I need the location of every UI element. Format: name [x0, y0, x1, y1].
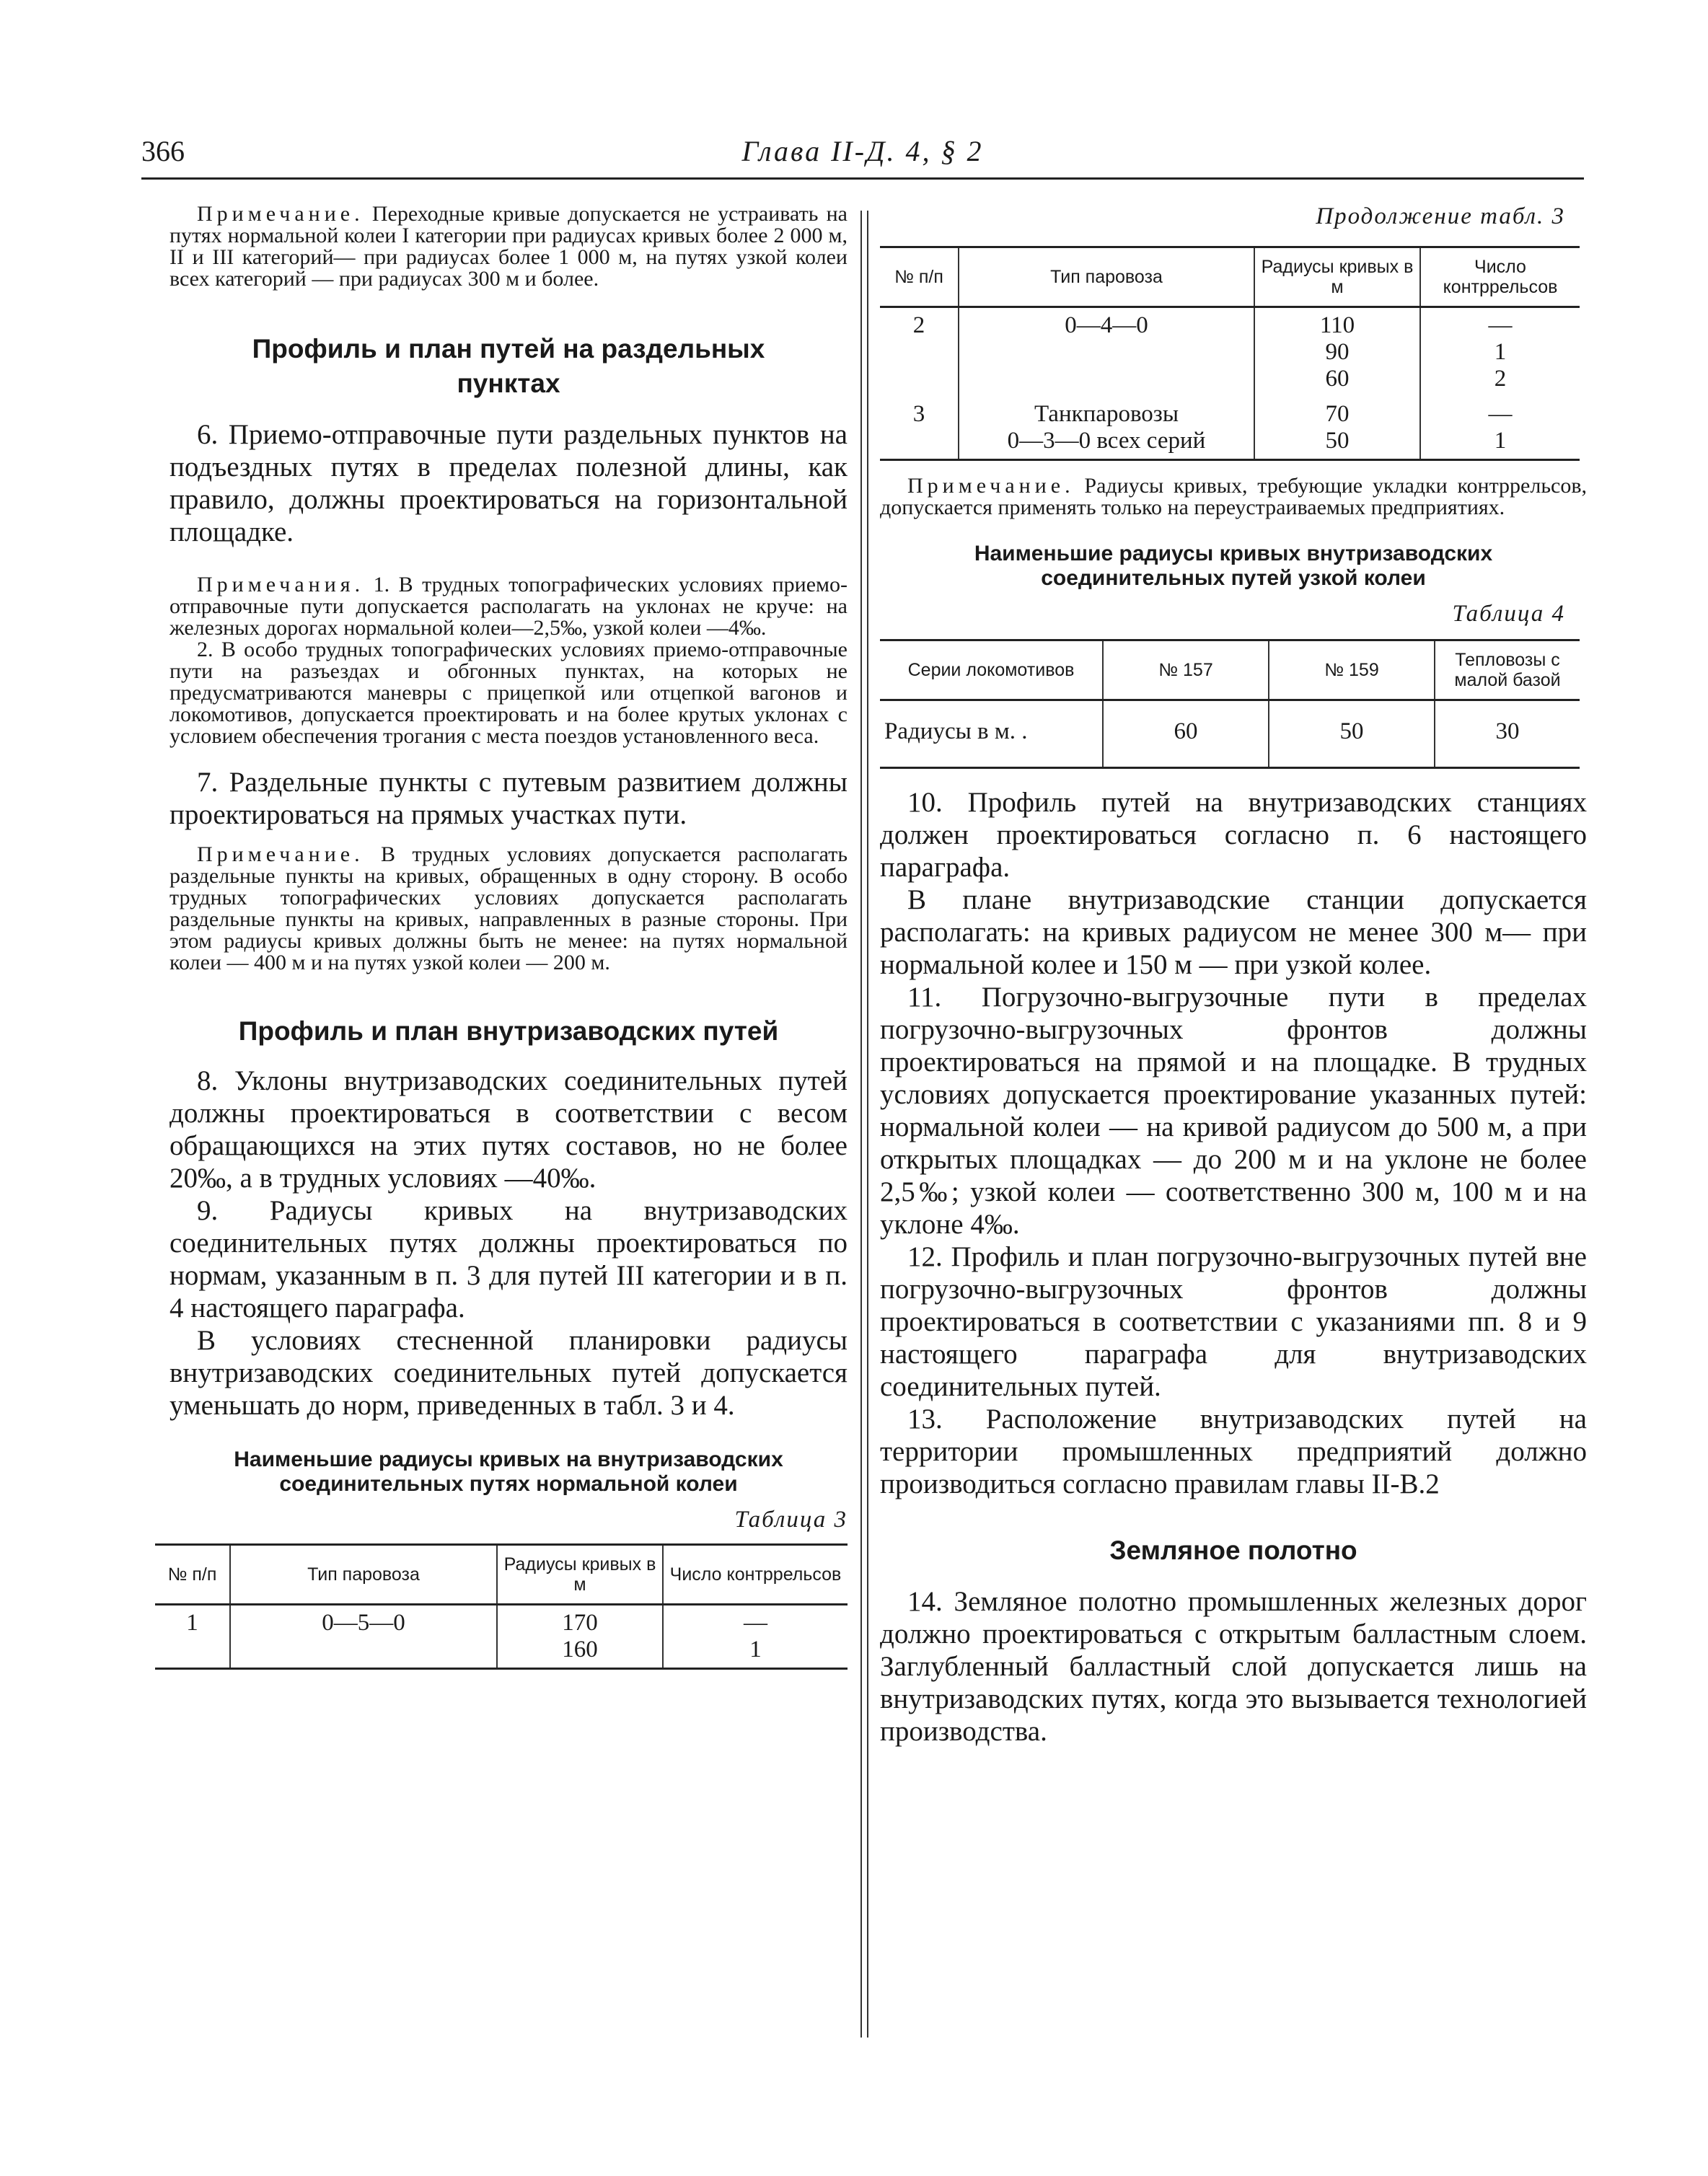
- table-cell: 170 160: [497, 1605, 663, 1669]
- section-heading: Профиль и план внутризаводских путей: [238, 1016, 779, 1046]
- table-cell: 0—4—0: [959, 307, 1254, 397]
- table-cell: 50: [1269, 700, 1435, 768]
- column-header: Тепловозы с малой базой: [1435, 640, 1580, 700]
- paragraph-12: 12. Профиль и план погрузочно-выгрузочных путей вне погрузочно-выгрузочных фронтов должны проектироваться в соответствии с указаниями пп. 8 и 9 настоящего параграфа для внутризаводских соединительных путей.: [880, 1241, 1587, 1402]
- column-header: Число контррельсов: [1420, 247, 1580, 307]
- paragraph-14: 14. Земляное полотно промышленных железных дорог должно проектироваться с открытым балластным слоем. Заглубленный балластный слой допускается лишь на внутризаводских путях, когда это вызывается технологией производства.: [880, 1586, 1587, 1747]
- table-header-row: [880, 247, 1580, 307]
- table-3-continued-label: Продолжение табл. 3: [1316, 203, 1565, 229]
- column-header: Радиусы кривых в м: [497, 1545, 663, 1605]
- column-header: Радиусы кривых в м: [1254, 247, 1420, 307]
- column-header: № 159: [1269, 640, 1435, 700]
- notes-paragraph-6-item-2: 2. В особо трудных топографических условиях приемо-отправочные пути на разъездах и обгонных пунктах, на которых не предусматриваются маневры с прицепкой или отцепкой вагонов и локомотивов, допускается проектировать и на более крутых уклонах с условием обеспечения трогания с места поездов установленного веса.: [170, 638, 848, 748]
- table-cell: 2: [912, 312, 925, 338]
- paragraph-8: 8. Уклоны внутризаводских соединительных путей должны проектироваться в соответствии с весом обращающихся на этих путях составов, но не более 20‰, а в трудных условиях —40‰.: [170, 1065, 848, 1194]
- paragraph-10-continued: В плане внутризаводские станции допускается располагать: на кривых радиусом не менее 300 м— при нормальной колее и 150 м — при узкой колее.: [880, 884, 1587, 980]
- table-cell: 3: [912, 401, 925, 427]
- notes-paragraph-6: Примечания. 1. В трудных топографических условиях приемо-отправочные пути допускается располагать на уклонах не круче: на железных дорогах нормальной колеи—2,5‰, узкой колеи —4‰.: [170, 573, 848, 640]
- table-cell: 0—5—0: [230, 1605, 497, 1669]
- table-cell: 60: [1103, 700, 1269, 768]
- paragraph-6: 6. Приемо-отправочные пути раздельных пунктов на подъездных путях в пределах полезной длины, как правило, должны проектироваться на горизонтальной площадке.: [170, 419, 848, 547]
- table-cell: 70 50: [1254, 397, 1420, 460]
- note-table-3: Примечание. Радиусы кривых, требующие укладки контррельсов, допускается применять только на переустраиваемых предприятиях.: [880, 474, 1587, 519]
- paragraph-9-continued: В условиях стесненной планировки радиусы внутризаводских соединительных путей допускается уменьшать до норм, приведенных в табл. 3 и 4.: [170, 1325, 848, 1421]
- table-row: [880, 307, 1580, 397]
- table-header-row: [880, 640, 1580, 700]
- table-row: [880, 397, 1580, 460]
- table-cell: 1: [186, 1610, 198, 1636]
- paragraph-10: 10. Профиль путей на внутризаводских станциях должен проектироваться согласно п. 6 настоящего параграфа.: [880, 787, 1587, 883]
- page-header: [141, 134, 1584, 180]
- paragraph-7: 7. Раздельные пункты с путевым развитием должны проектироваться на прямых участках пути.: [170, 767, 848, 830]
- column-header: Число контррельсов: [663, 1545, 848, 1605]
- table-4-title: Наименьшие радиусы кривых внутризаводских соединительных путей узкой колеи: [974, 542, 1493, 590]
- table-header-row: [155, 1545, 848, 1605]
- running-title: Глава II-Д. 4, § 2: [741, 135, 984, 167]
- table-row: [880, 700, 1580, 768]
- column-header: № 157: [1103, 640, 1269, 700]
- table-cell: — 1: [1420, 397, 1580, 460]
- table-cell: — 1: [663, 1605, 848, 1669]
- note-transition-curves: Примечание. Переходные кривые допускается не устраивать на путях нормальной колеи I категории при радиусах кривых более 2 000 м, II и III категорий— при радиусах более 1 000 м, на путях узкой колеи всех категорий — при радиусах 300 м и более.: [170, 202, 848, 291]
- section-heading: Земляное полотно: [1109, 1536, 1357, 1565]
- section-heading: Профиль и план путей на раздельных пунктах: [252, 334, 765, 398]
- table-cell: 110 90 60: [1254, 307, 1420, 397]
- table-3-continued: [880, 246, 1580, 461]
- table-3-label: Таблица 3: [734, 1507, 848, 1533]
- column-header: Серии локомотивов: [880, 640, 1103, 700]
- note-paragraph-7: Примечание. В трудных условиях допускается располагать раздельные пункты на кривых, обращенных в одну сторону. В особо трудных топографических условиях допускается располагать раздельные пункты на кривых, направленных в разные стороны. При этом радиусы кривых должны быть не менее: на путях нормальной колеи — 400 м и на путях узкой колеи — 200 м.: [170, 842, 848, 974]
- column-header: Тип паровоза: [959, 247, 1254, 307]
- paragraph-11: 11. Погрузочно-выгрузочные пути в пределах погрузочно-выгрузочных фронтов должны проектироваться на прямой и на площадке. В трудных условиях допускается проектирование указанных путей: нормальной колеи — на кривой радиусом до 500 м, а при открытых площадках — до 200 м и на уклоне не более 2,5‰; узкой колеи — соответственно 300 м, 100 м и на уклоне 4‰.: [880, 982, 1587, 1240]
- paragraph-13: 13. Расположение внутризаводских путей на территории промышленных предприятий должно производиться согласно правилам главы II-В.2: [880, 1404, 1587, 1499]
- paragraph-9: 9. Радиусы кривых на внутризаводских соединительных путях должны проектироваться по нормам, указанным в п. 3 для путей III категории и в п. 4 настоящего параграфа.: [170, 1195, 848, 1323]
- table-4: [880, 639, 1580, 769]
- table-row: [155, 1605, 848, 1669]
- column-header: Тип паровоза: [230, 1545, 497, 1605]
- right-column: [880, 203, 1587, 1748]
- page-number: 366: [141, 135, 185, 167]
- column-divider: [860, 211, 868, 2038]
- table-3-title: Наименьшие радиусы кривых на внутризаводских соединительных путях нормальной колеи: [234, 1448, 783, 1496]
- table-cell: Радиусы в м. .: [884, 718, 1028, 744]
- column-header: № п/п: [880, 247, 959, 307]
- table-3: [155, 1543, 848, 1670]
- table-4-label: Таблица 4: [1452, 601, 1565, 627]
- left-column: [167, 202, 848, 1670]
- table-cell: 30: [1435, 700, 1580, 768]
- column-header: № п/п: [155, 1545, 230, 1605]
- table-cell: Танкпаровозы 0—3—0 всех серий: [959, 397, 1254, 460]
- table-cell: — 1 2: [1420, 307, 1580, 397]
